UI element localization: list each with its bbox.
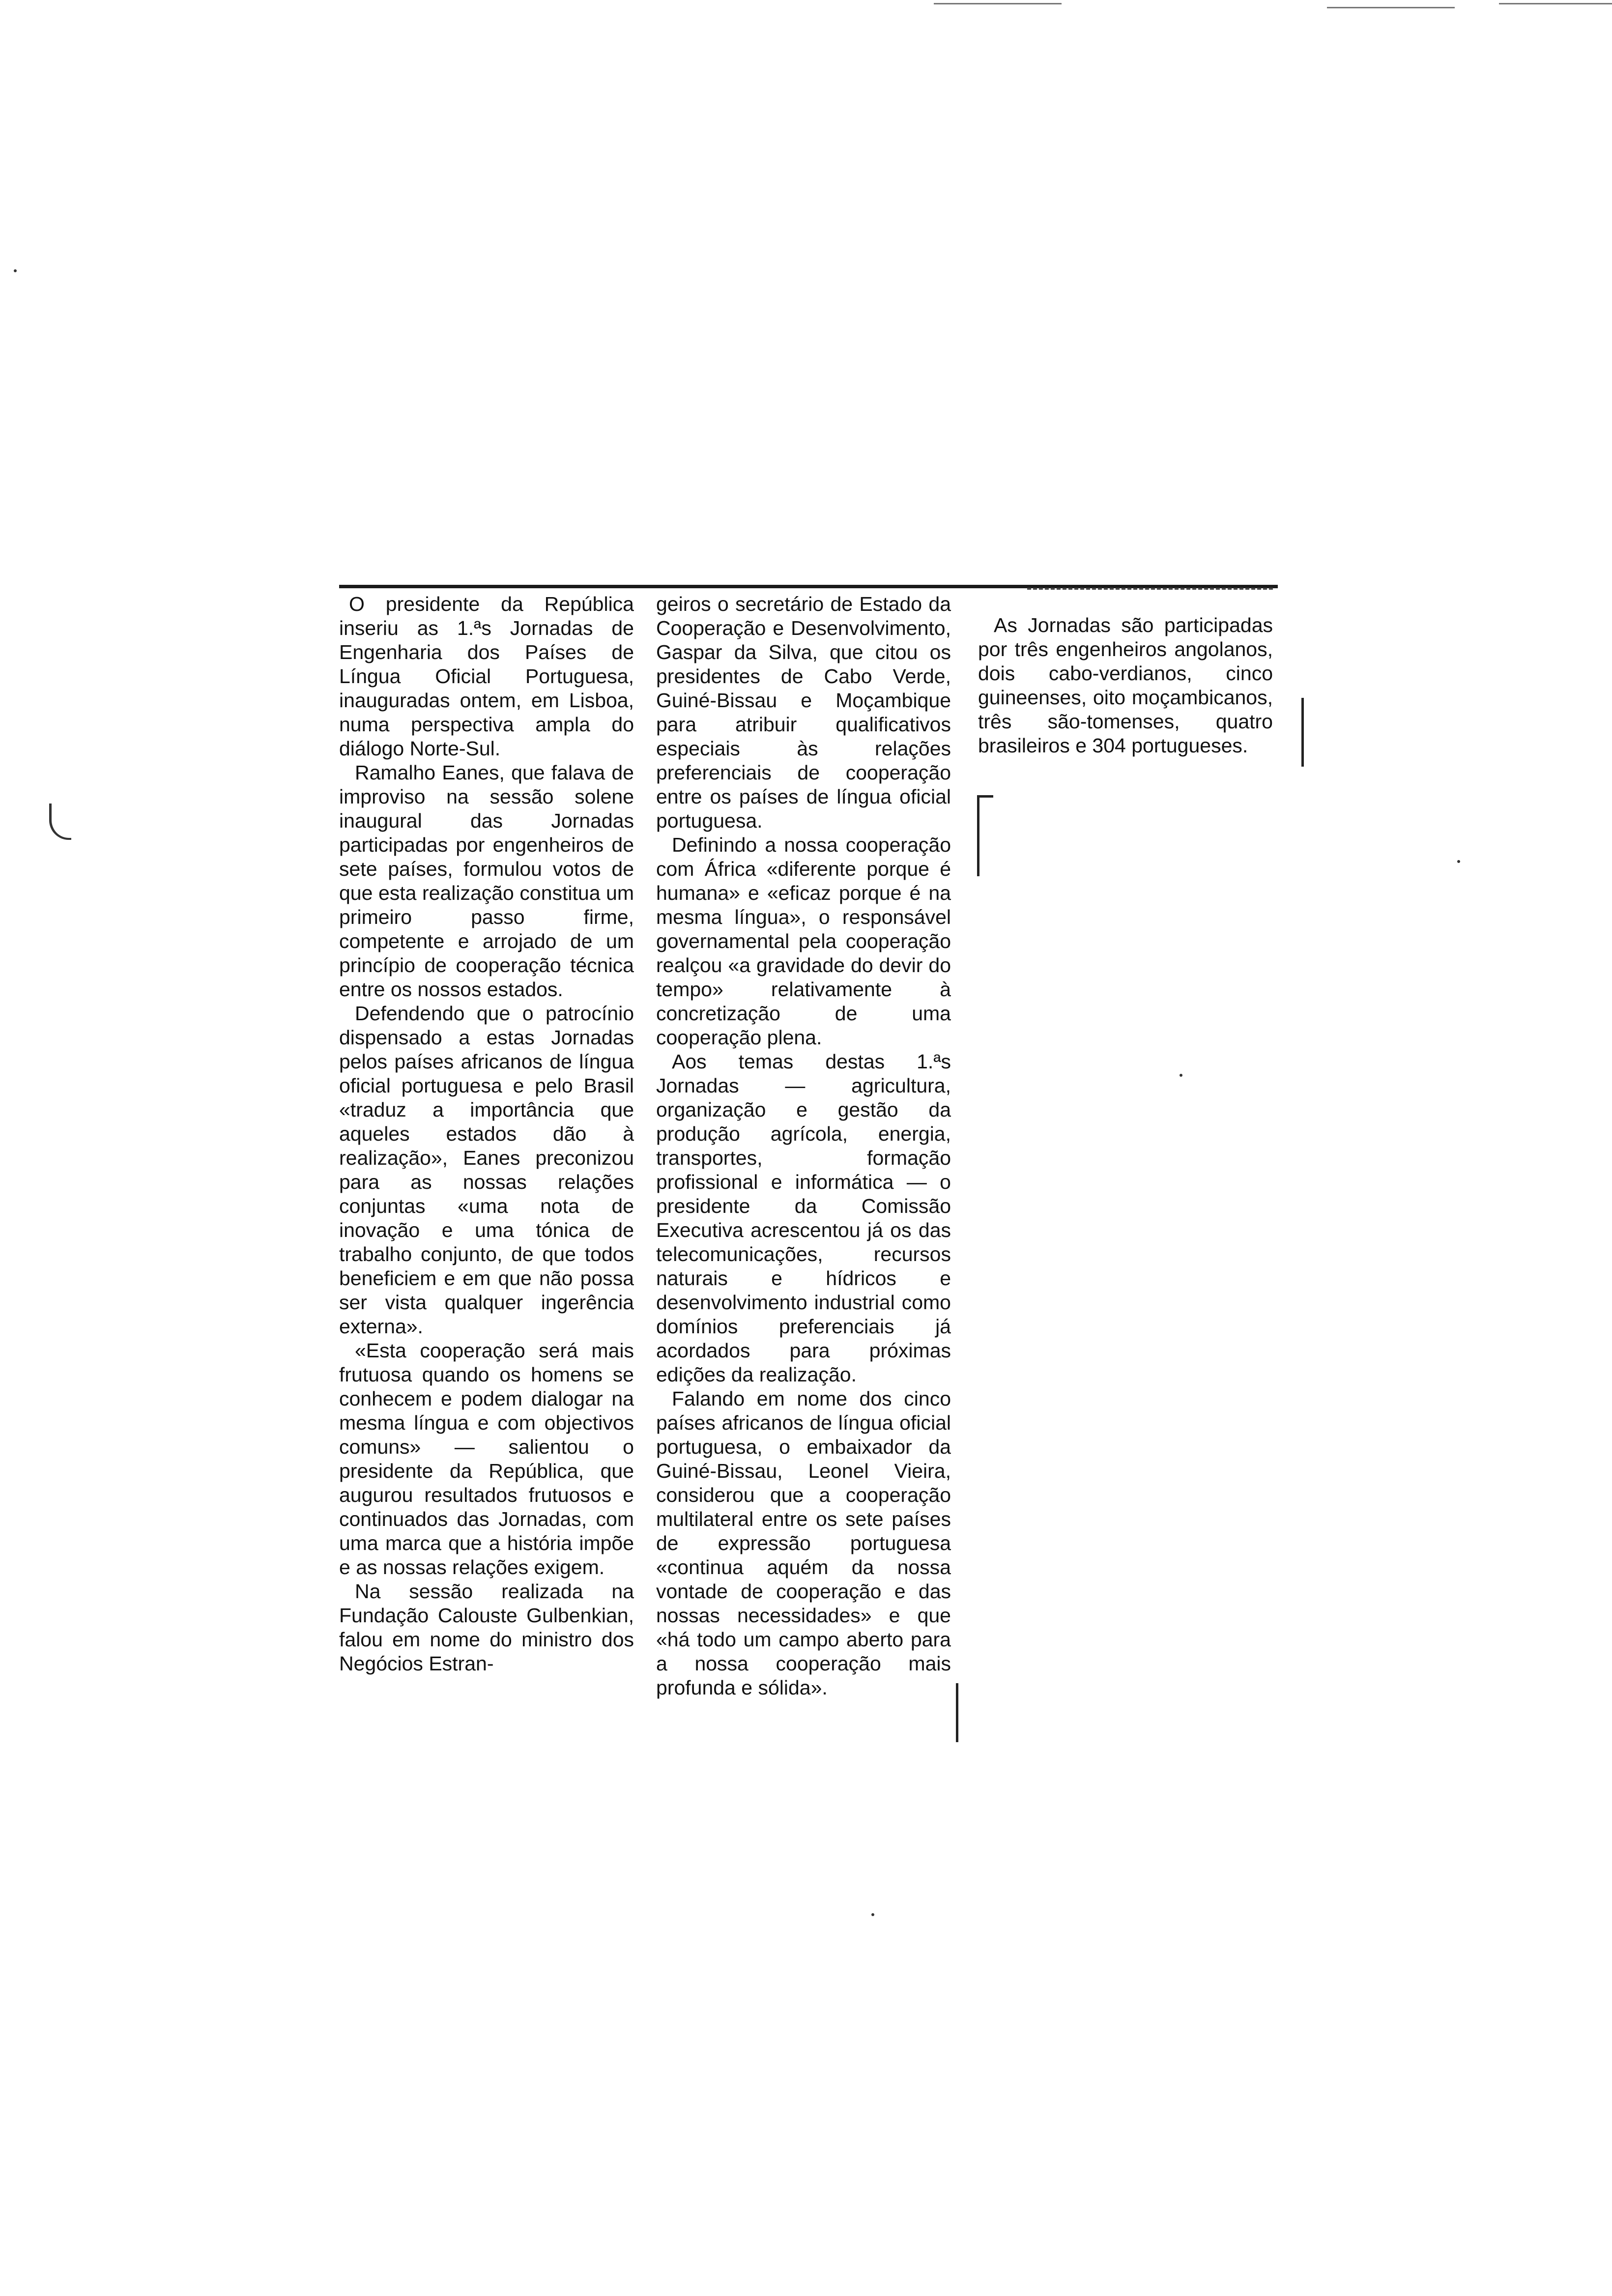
article-column-1 bbox=[339, 592, 634, 1676]
article-column-2 bbox=[656, 592, 951, 1700]
article-paragraph: «Esta cooperação será mais frutuosa quando os homens se conhecem e podem dialogar na mesma língua e com objectivos comuns» — salientou o presidente da República, que augurou resultados frutuosos e continuados das Jornadas, com uma marca que a história impõe e as nossas relações exigem. bbox=[339, 1339, 634, 1578]
article-paragraph: O presidente da República inseriu as 1.ªs Jornadas de Engenharia dos Países de Língua Oficial Portuguesa, inauguradas ontem, em Lisboa, numa perspectiva ampla do diálogo Norte-Sul. bbox=[339, 593, 634, 760]
scan-speck bbox=[1457, 860, 1460, 863]
article-paragraph: geiros o secretário de Estado da Cooperação e Desenvolvimento, Gaspar da Silva, que citou os presidentes de Cabo Verde, Guiné-Bissau e Moçambique para atribuir qualificativos especiais às relações preferenciais de cooperação entre os países de língua oficial portuguesa. bbox=[656, 593, 951, 832]
clipping-top-rule-dashed bbox=[1027, 588, 1273, 590]
article-paragraph: As Jornadas são participadas por três engenheiros angolanos, dois cabo-verdianos, cinco guineenses, oito moçambicanos, três são-tomenses, quatro brasileiros e 304 portugueses. bbox=[978, 614, 1273, 757]
scan-edge-line bbox=[1327, 7, 1455, 8]
article-column-3 bbox=[978, 613, 1273, 758]
corner-bracket-mark bbox=[977, 795, 993, 876]
scan-edge-line bbox=[1499, 3, 1612, 4]
article-paragraph: Na sessão realizada na Fundação Calouste Gulbenkian, falou em nome do ministro dos Negócios Estran- bbox=[339, 1580, 634, 1675]
article-paragraph: Defendendo que o patrocínio dispensado a estas Jornadas pelos países africanos de língua oficial portuguesa e pelo Brasil «traduz a importância que aqueles estados dão à realização», Eanes preconizou para as nossas relações conjuntas «uma nota de inovação e uma tónica de trabalho conjunto, de que todos beneficiem e em que não possa ser vista qualquer ingerência externa». bbox=[339, 1002, 634, 1338]
vertical-margin-mark bbox=[956, 1683, 958, 1742]
article-paragraph: Ramalho Eanes, que falava de improviso na sessão solene inaugural das Jornadas participadas por engenheiros de sete países, formulou votos de que esta realização constitua um primeiro passo firme, competente e arrojado de um princípio de cooperação técnica entre os nossos estados. bbox=[339, 761, 634, 1001]
scan-speck bbox=[871, 1913, 874, 1916]
scan-speck bbox=[14, 269, 17, 272]
article-paragraph: Definindo a nossa cooperação com África «diferente porque é humana» e «eficaz porque é na mesma língua», o responsável governamental pela cooperação realçou «a gravidade do devir do tempo» relativamente à concretização de uma cooperação plena. bbox=[656, 833, 951, 1049]
scan-edge-line bbox=[934, 3, 1062, 4]
article-paragraph: Aos temas destas 1.ªs Jornadas — agricultura, organização e gestão da produção agrícola, energia, transportes, formação profissional e informática — o presidente da Comissão Executiva acrescentou já os das telecomunicações, recursos naturais e hídricos e desenvolvimento industrial como domínios preferenciais já acordados para próximas edições da realização. bbox=[656, 1050, 951, 1386]
margin-mark bbox=[49, 804, 71, 840]
vertical-margin-mark bbox=[1301, 698, 1304, 767]
article-paragraph: Falando em nome dos cinco países africanos de língua oficial portuguesa, o embaixador da Guiné-Bissau, Leonel Vieira, considerou que a cooperação multilateral entre os sete países de expressão portuguesa «continua aquém da nossa vontade de cooperação e das nossas necessidades» e que «há todo um campo aberto para a nossa cooperação mais profunda e sólida». bbox=[656, 1387, 951, 1699]
scan-speck bbox=[1180, 1074, 1182, 1077]
